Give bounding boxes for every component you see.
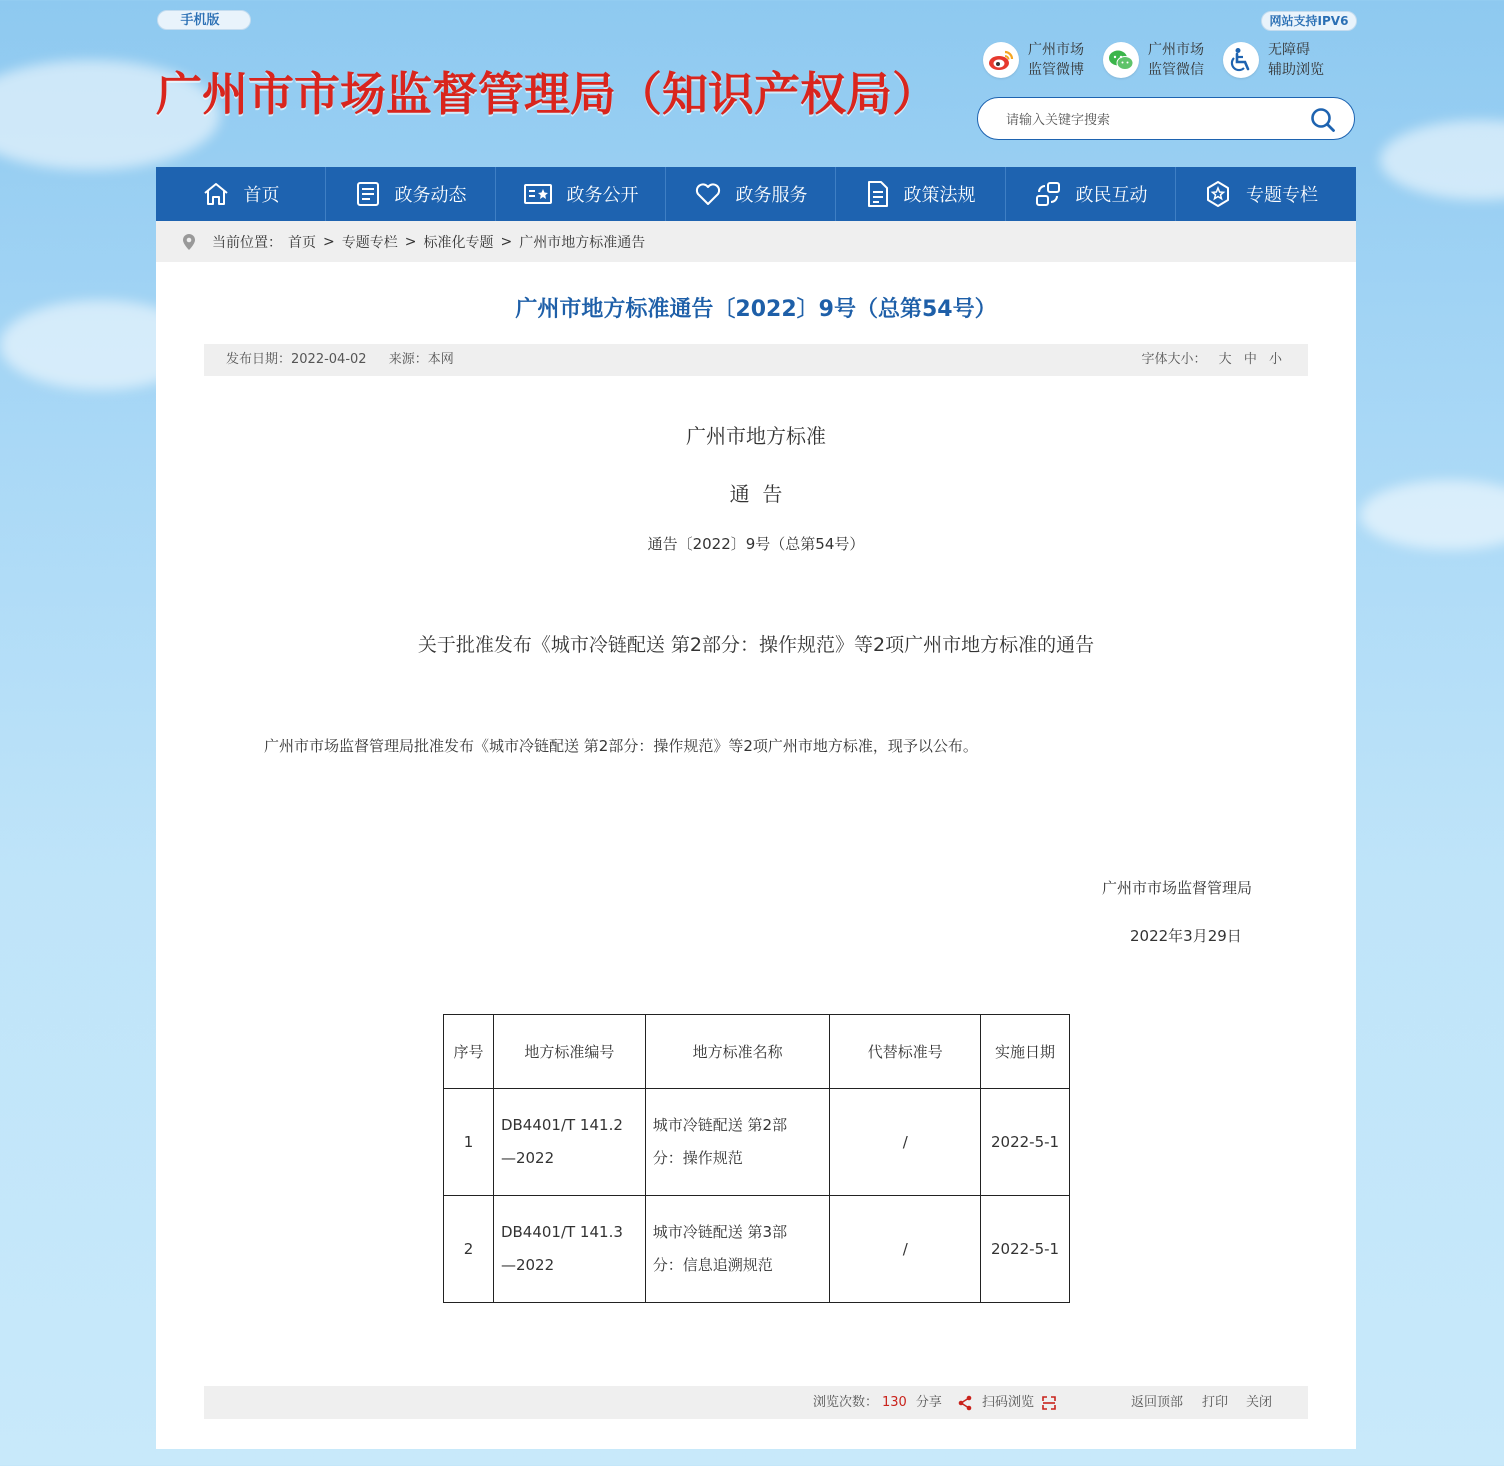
cell-code-line: DB4401/T 141.2	[500, 1116, 623, 1134]
share-button[interactable]	[957, 1386, 973, 1419]
breadcrumb-separator: >	[323, 233, 335, 250]
badge-icon	[1204, 180, 1232, 208]
breadcrumb-separator: >	[500, 233, 513, 250]
document-icon	[866, 180, 890, 208]
standards-table	[443, 1014, 1070, 1303]
article-footer	[204, 1386, 1308, 1419]
nav-item-special[interactable]	[1176, 167, 1346, 221]
close-label: 关闭	[1246, 1395, 1273, 1410]
cell-name	[645, 1089, 830, 1196]
header-cell: 代替标准号	[830, 1015, 981, 1089]
weibo-label-1: 广州市场	[1028, 42, 1084, 58]
nav-label: 政策法规	[903, 185, 976, 206]
nav-label: 专题专栏	[1246, 185, 1318, 206]
breadcrumb-separator: >	[404, 233, 417, 250]
article-container	[156, 262, 1356, 1449]
breadcrumb-standardization[interactable]: 标准化专题	[423, 234, 494, 251]
news-icon	[355, 181, 381, 207]
source-label: 来源：	[388, 352, 428, 367]
breadcrumb-special[interactable]: 专题专栏	[341, 234, 398, 251]
nav-item-policy[interactable]	[836, 167, 1006, 221]
article-title: 广州市地方标准通告〔2022〕9号（总第54号）	[515, 297, 997, 322]
source-value: 本网	[427, 352, 454, 367]
back-to-top-label: 返回顶部	[1131, 1395, 1184, 1410]
wechat-label-1: 广州市场	[1148, 42, 1204, 58]
accessibility-label-2: 辅助浏览	[1268, 62, 1324, 78]
header-cell: 实施日期	[981, 1015, 1070, 1089]
cell-number: 2	[444, 1196, 494, 1303]
breadcrumb-home[interactable]: 首页	[288, 234, 316, 251]
scan-browse-button[interactable]	[982, 1386, 1056, 1419]
ipv6-badge: 网站支持IPV6	[1261, 11, 1357, 31]
views-count: 130	[882, 1395, 907, 1410]
weibo-icon	[983, 42, 1019, 78]
cell-code	[493, 1089, 645, 1196]
cell-name	[645, 1196, 830, 1303]
background-cloud	[1380, 120, 1504, 200]
font-size-small[interactable]: 小	[1268, 352, 1282, 367]
nav-label: 政民互动	[1075, 185, 1148, 206]
mobile-version-link[interactable]: 手机版	[157, 10, 251, 30]
close-link[interactable]	[1246, 1386, 1272, 1419]
cell-name-line: 分：操作规范	[652, 1149, 743, 1167]
search-box	[977, 97, 1355, 140]
publish-date-label: 发布日期：	[226, 352, 292, 367]
cell-code-line: —2022	[500, 1256, 555, 1274]
home-icon	[202, 181, 230, 207]
article-meta	[204, 344, 1308, 376]
cell-replace: /	[830, 1196, 981, 1303]
nav-label: 政务公开	[566, 185, 639, 206]
nav-item-news[interactable]	[326, 167, 496, 221]
print-label: 打印	[1202, 1395, 1229, 1410]
issue-date: 2022年3月29日	[1130, 927, 1242, 945]
site-title[interactable]: 广州市市场监督管理局（知识产权局）	[156, 67, 938, 121]
breadcrumb-current[interactable]: 广州市地方标准通告	[519, 234, 646, 251]
search-icon[interactable]	[1310, 107, 1336, 133]
cell-code	[493, 1196, 645, 1303]
cell-number: 1	[444, 1089, 494, 1196]
accessibility-label-1: 无障碍	[1268, 42, 1310, 58]
header-cell: 序号	[444, 1015, 494, 1089]
cell-code-line: —2022	[500, 1149, 555, 1167]
print-link[interactable]	[1202, 1386, 1228, 1419]
doc-heading-standard: 广州市地方标准	[686, 424, 826, 448]
scan-label: 扫码浏览	[982, 1395, 1035, 1410]
nav-item-service[interactable]	[666, 167, 836, 221]
location-pin-icon	[182, 233, 196, 251]
search-input[interactable]	[1004, 108, 1298, 132]
nav-label: 政务动态	[394, 185, 467, 206]
publish-date: 2022-04-02	[291, 352, 367, 367]
accessibility-link[interactable]	[1223, 40, 1324, 80]
weibo-label-2: 监管微博	[1028, 62, 1084, 78]
share-icon	[957, 1395, 973, 1411]
doc-subject: 关于批准发布《城市冷链配送 第2部分：操作规范》等2项广州市地方标准的通告	[417, 634, 1095, 656]
interaction-icon	[1034, 180, 1062, 208]
star-card-icon	[523, 182, 553, 206]
doc-number: 通告〔2022〕9号（总第54号）	[647, 535, 865, 553]
header-cell: 地方标准名称	[645, 1015, 830, 1089]
cell-name-line: 分：信息追溯规范	[652, 1256, 773, 1274]
nav-item-home[interactable]	[156, 167, 326, 221]
wechat-label-2: 监管微信	[1148, 62, 1204, 78]
cell-name-line: 城市冷链配送 第2部	[652, 1116, 788, 1134]
nav-label: 政务服务	[735, 185, 808, 206]
table-row	[444, 1196, 1070, 1303]
background-cloud	[1360, 480, 1504, 550]
cell-date: 2022-5-1	[981, 1196, 1070, 1303]
cell-name-line: 城市冷链配送 第3部	[652, 1223, 788, 1241]
back-to-top-link[interactable]	[1131, 1386, 1183, 1419]
nav-item-interaction[interactable]	[1006, 167, 1176, 221]
header-cell: 地方标准编号	[493, 1015, 645, 1089]
font-size-medium[interactable]: 中	[1243, 352, 1257, 367]
cell-replace: /	[830, 1089, 981, 1196]
breadcrumb-prefix: 当前位置：	[212, 234, 282, 251]
doc-heading-notice: 通 告	[729, 482, 783, 506]
weibo-link[interactable]	[983, 40, 1084, 80]
nav-label: 首页	[243, 185, 280, 206]
heart-icon	[694, 181, 722, 207]
wechat-link[interactable]	[1103, 40, 1204, 80]
doc-body: 广州市市场监督管理局批准发布《城市冷链配送 第2部分：操作规范》等2项广州市地方标准，现予以公布。	[264, 737, 978, 755]
cell-date: 2022-5-1	[981, 1089, 1070, 1196]
font-size-label: 字体大小：	[1141, 352, 1207, 367]
views-label: 浏览次数：	[813, 1395, 879, 1410]
table-header-row	[444, 1015, 1070, 1089]
cell-code-line: DB4401/T 141.3	[500, 1223, 623, 1241]
wechat-icon	[1103, 42, 1139, 78]
table-row	[444, 1089, 1070, 1196]
breadcrumb	[156, 221, 1356, 262]
font-size-large[interactable]: 大	[1218, 352, 1232, 367]
accessibility-icon	[1223, 42, 1259, 78]
issuer: 广州市市场监督管理局	[1102, 879, 1253, 897]
nav-item-public[interactable]	[496, 167, 666, 221]
main-nav	[156, 167, 1356, 221]
share-label: 分享	[915, 1395, 942, 1410]
qr-code-icon	[1042, 1396, 1056, 1410]
